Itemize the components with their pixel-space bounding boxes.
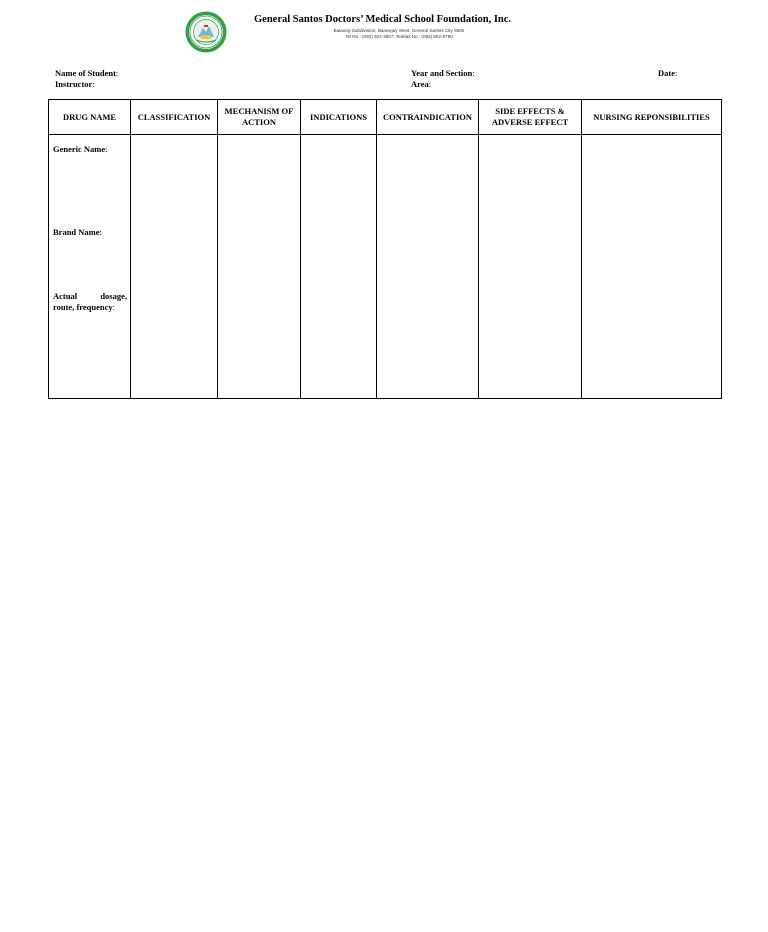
date-field: [658, 68, 677, 78]
drug-name-cell[interactable]: [49, 135, 131, 399]
colon: :: [115, 68, 119, 78]
area-field: [411, 79, 431, 89]
nursing-responsibilities-cell[interactable]: [582, 135, 722, 399]
header-classification: CLASSIFICATION: [131, 100, 218, 135]
colon: :: [105, 144, 108, 154]
contact-line: Tel No.: (083) 302-3507, Telefax No.: (083) 552-9750: [345, 34, 453, 39]
drug-study-table: [48, 99, 722, 399]
side-effects-cell[interactable]: [479, 135, 582, 399]
student-name-field: [55, 68, 118, 78]
header-nursing-responsibilities: NURSING REPONSIBILITIES: [582, 100, 722, 135]
colon: :: [99, 227, 102, 237]
colon: :: [92, 79, 95, 89]
generic-name-field: [53, 144, 127, 155]
dosage-label: Actual dosage, route, frequency: [53, 291, 127, 313]
dosage-field: [53, 291, 127, 313]
document-header: [0, 8, 768, 54]
header-mechanism-of-action: MECHANISM OF ACTION: [218, 100, 301, 135]
header-side-effects: SIDE EFFECTS & ADVERSE EFFECT: [479, 100, 582, 135]
indications-cell[interactable]: [301, 135, 377, 399]
colon: :: [428, 79, 432, 89]
generic-name-label: Generic Name: [53, 144, 106, 154]
colon: :: [675, 68, 678, 78]
header-contraindication: CONTRAINDICATION: [377, 100, 479, 135]
year-section-field: [411, 68, 475, 78]
date-label: Date: [658, 68, 675, 78]
brand-name-label: Brand Name: [53, 227, 100, 237]
instructor-field: [55, 79, 95, 89]
contraindication-cell[interactable]: [377, 135, 479, 399]
header-drug-name: DRUG NAME: [49, 100, 131, 135]
address-line: Bulaong Subdivision, Barangay West, General Santos City 9500: [333, 28, 465, 33]
classification-cell[interactable]: [131, 135, 218, 399]
area-label: Area: [411, 79, 429, 89]
colon: :: [472, 68, 475, 78]
organization-name: General Santos Doctors’ Medical School Foundation, Inc.: [254, 14, 512, 25]
header-indications: INDICATIONS: [301, 100, 377, 135]
school-seal-logo: [185, 11, 227, 53]
student-name-label: Name of Student: [55, 68, 116, 78]
brand-name-field: [53, 227, 127, 238]
colon: :: [112, 302, 116, 313]
year-section-label: Year and Section: [411, 68, 473, 78]
instructor-label: Instructor: [55, 79, 93, 89]
table-row: [49, 135, 722, 399]
table-header-row: [49, 100, 722, 135]
mechanism-cell[interactable]: [218, 135, 301, 399]
